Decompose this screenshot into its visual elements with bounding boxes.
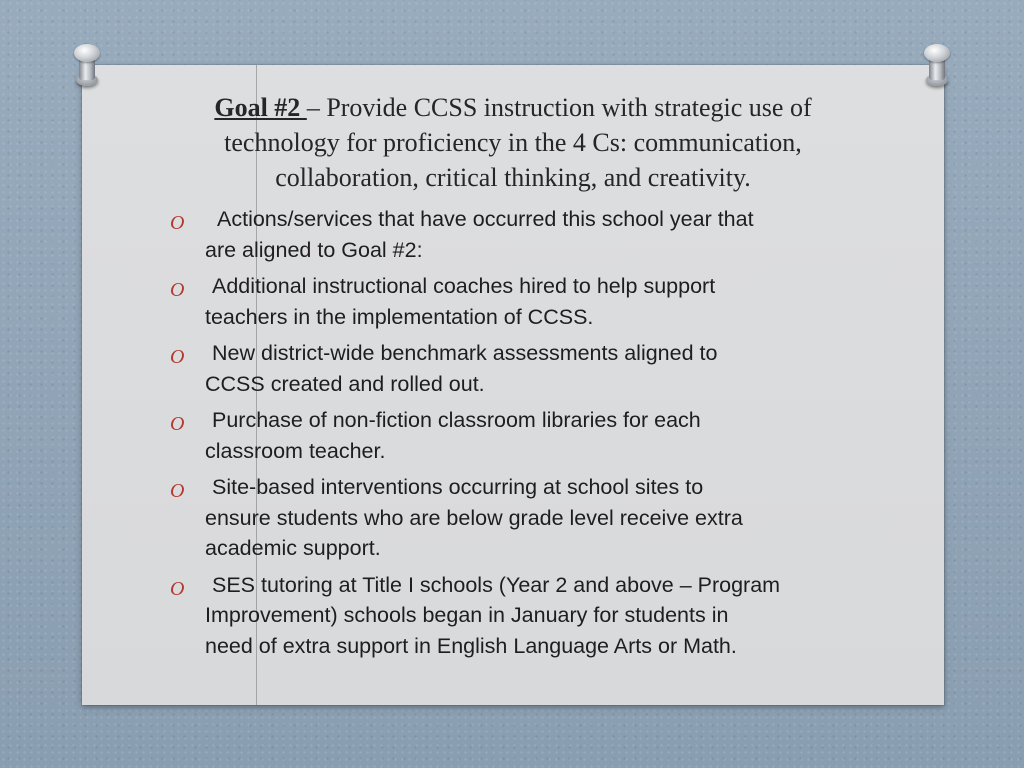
- bullet-text-line: Actions/services that have occurred this school year that: [217, 207, 754, 231]
- title-line-3: collaboration, critical thinking, and creativity.: [275, 163, 751, 192]
- pushpin-left-icon: [74, 44, 100, 90]
- goal-label: Goal #2: [214, 93, 307, 122]
- bullet-marker-icon: O: [170, 279, 185, 301]
- list-item: [160, 204, 860, 265]
- bullet-text-line: need of extra support in English Language Arts or Math.: [205, 633, 737, 658]
- list-item: [160, 271, 860, 332]
- bullet-marker-icon: O: [170, 577, 185, 600]
- bullet-text-line: SES tutoring at Title I schools (Year 2 and above – Program: [212, 572, 781, 597]
- bullet-text-line: are aligned to Goal #2:: [205, 237, 423, 262]
- list-item: [160, 405, 860, 466]
- list-item: [160, 570, 860, 662]
- bullet-text-line: New district-wide benchmark assessments aligned to: [212, 341, 718, 365]
- bullet-text-line: academic support.: [205, 536, 381, 560]
- slide-title: [82, 90, 944, 195]
- bullet-text-line: Additional instructional coaches hired to help support: [212, 274, 716, 298]
- bullet-marker-icon: O: [170, 212, 185, 234]
- bullet-text-line: Improvement) schools began in January for students in: [205, 603, 729, 627]
- bullet-text-line: CCSS created and rolled out.: [205, 371, 485, 396]
- title-line-2: technology for proficiency in the 4 Cs: communication,: [224, 128, 802, 157]
- bullet-text-line: ensure students who are below grade level receive extra: [205, 505, 743, 530]
- bullet-marker-icon: O: [170, 346, 185, 368]
- bullet-text-line: Site-based interventions occurring at school sites to: [212, 475, 704, 499]
- bullet-text-line: teachers in the implementation of CCSS.: [205, 304, 594, 329]
- bullet-marker-icon: O: [170, 413, 185, 435]
- bullet-marker-icon: O: [170, 480, 185, 502]
- bullet-text-line: classroom teacher.: [205, 438, 386, 463]
- pushpin-right-icon: [924, 44, 950, 90]
- bullet-list: [160, 204, 860, 667]
- bullet-text-line: Purchase of non-fiction classroom libraries for each: [212, 408, 701, 432]
- title-line-1-text: – Provide CCSS instruction with strategic use of: [306, 93, 812, 122]
- list-item: [160, 338, 860, 399]
- title-line-1: [82, 90, 944, 125]
- list-item: [160, 472, 860, 564]
